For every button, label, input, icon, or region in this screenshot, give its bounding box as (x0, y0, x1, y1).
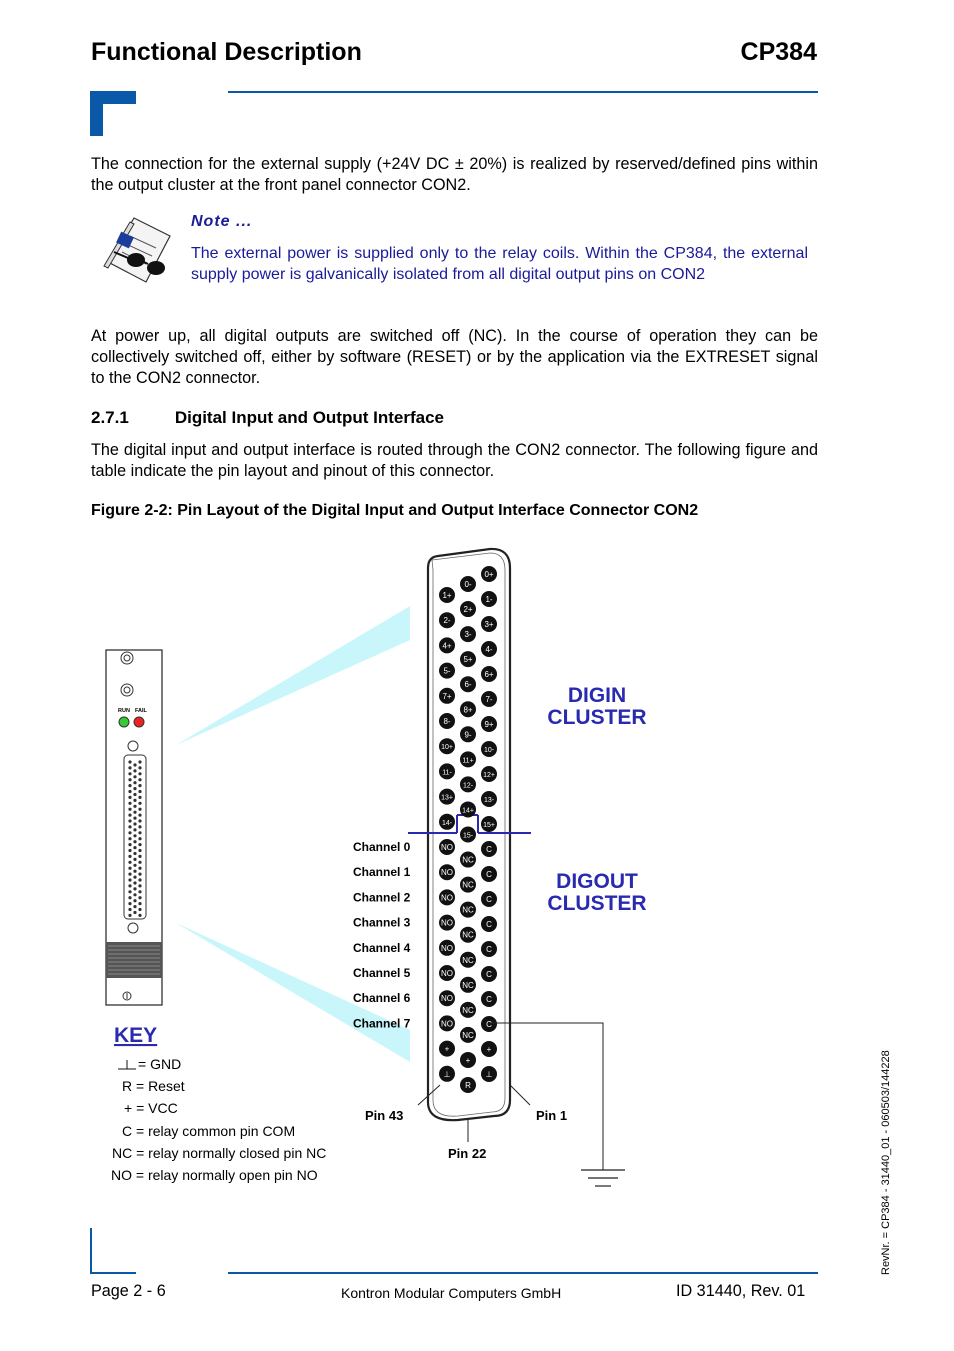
svg-text:6+: 6+ (484, 670, 494, 679)
corner-mark (90, 91, 136, 136)
front-panel (106, 650, 162, 1005)
svg-text:4+: 4+ (442, 641, 452, 651)
dsub-pin (138, 760, 141, 763)
pin-left-17 (439, 1015, 455, 1031)
section-title: Digital Input and Output Interface (174, 408, 444, 427)
pin-right-5 (481, 691, 497, 707)
svg-text:C: C (486, 970, 492, 979)
pin-left-9 (439, 814, 455, 830)
dsub-pin (133, 911, 136, 914)
pin-left-8 (439, 789, 455, 805)
dsub-pin (128, 855, 131, 858)
digin-label-line2: CLUSTER (547, 706, 647, 729)
pin-mid-5 (460, 701, 476, 717)
svg-text:13-: 13- (483, 797, 495, 804)
pin-left-1 (439, 612, 455, 628)
dsub-pin (133, 828, 136, 831)
svg-text:15-: 15- (462, 832, 474, 840)
pin-mid-8 (460, 776, 476, 792)
svg-text:C: C (486, 1020, 492, 1029)
dsub-pin (138, 831, 141, 834)
dsub-pin (133, 893, 136, 896)
svg-text:12-: 12- (462, 782, 474, 790)
pin-right-16 (481, 966, 497, 982)
dsub-pin (138, 861, 141, 864)
pin-right-15 (481, 941, 497, 957)
channel-label-0: Channel 0 (353, 840, 411, 854)
dsub-pin (128, 914, 131, 917)
svg-text:NO: NO (441, 1019, 453, 1029)
svg-text:7+: 7+ (442, 691, 452, 701)
section-heading (91, 408, 444, 428)
paragraph-external-supply: The connection for the external supply (+24V DC ± 20%) is realized by reserved/defined pins within the output cluster at the front panel connector CON2. (91, 155, 818, 194)
pin-mid-11 (460, 852, 476, 868)
dsub-pin (138, 796, 141, 799)
dsub-pin (138, 884, 141, 887)
dsub-pin (128, 867, 131, 870)
dsub-pin (128, 908, 131, 911)
digout-label-line1: DIGOUT (556, 870, 638, 893)
key-common: C = relay common pin COM (122, 1123, 296, 1139)
pin-right-4 (481, 666, 497, 682)
dsub-pin (138, 849, 141, 852)
pin-mid-19 (460, 1052, 476, 1068)
note-title: Note ... (191, 213, 253, 230)
dsub-pin (128, 772, 131, 775)
pin-mid-18 (460, 1027, 476, 1043)
pin-left-11 (439, 864, 455, 880)
pin-right-14 (481, 916, 497, 932)
pin-mid-12 (460, 877, 476, 893)
svg-text:1+: 1+ (442, 591, 452, 600)
dsub-pin (128, 902, 131, 905)
pin-right-1 (481, 591, 497, 607)
pin-mid-6 (460, 726, 476, 742)
pin-left-18 (439, 1041, 455, 1057)
paragraph-power-up: At power up, all digital outputs are switched off (NC). In the course of operation they can be collectively switched off, either by software (RESET) or by the application via the EXTRESET signal to the CON2 connector. (91, 327, 818, 387)
pin-right-9 (481, 791, 497, 807)
dsub-pin (133, 793, 136, 796)
pin-right-2 (481, 616, 497, 632)
pin-right-20 (481, 1066, 497, 1082)
pin-right-19 (481, 1041, 497, 1057)
svg-text:8+: 8+ (463, 705, 473, 715)
dsub-pin (138, 843, 141, 846)
pin-left-5 (439, 713, 455, 729)
dsub-pin (138, 772, 141, 775)
svg-text:14+: 14+ (462, 807, 474, 815)
dsub-pin (128, 808, 131, 811)
svg-text:5-: 5- (443, 666, 451, 676)
dsub-pin (128, 825, 131, 828)
key-gnd: = GND (138, 1056, 182, 1072)
dsub-pin (133, 799, 136, 802)
svg-text:C: C (486, 920, 492, 929)
dsub-pin (128, 878, 131, 881)
dsub-pin (138, 825, 141, 828)
dsub-pin (133, 822, 136, 825)
svg-text:C: C (486, 945, 492, 954)
svg-text:9-: 9- (464, 730, 472, 740)
svg-text:4-: 4- (485, 645, 493, 654)
pin-left-13 (439, 915, 455, 931)
digin-label-line1: DIGIN (567, 684, 627, 707)
pin-right-7 (481, 741, 497, 757)
dsub-pin (128, 778, 131, 781)
svg-text:NO: NO (441, 918, 453, 928)
dsub-pin (133, 775, 136, 778)
pin-right-3 (481, 641, 497, 657)
pin-mid-1 (460, 601, 476, 617)
dsub-pin (138, 878, 141, 881)
svg-text:0-: 0- (464, 580, 472, 589)
page-header-title: Functional Description (91, 38, 362, 66)
dsub-pin (128, 890, 131, 893)
dsub-pin (138, 784, 141, 787)
pin-mid-7 (460, 751, 476, 767)
channel-label-2: Channel 2 (353, 890, 411, 905)
pin-mid-3 (460, 651, 476, 667)
pin-right-11 (481, 841, 497, 857)
paragraph-interface: The digital input and output interface is routed through the CON2 connector. The following figure and table indicate the pin layout and pinout of this connector. (91, 441, 818, 480)
dsub-pin (128, 760, 131, 763)
dsub-pin (138, 802, 141, 805)
dsub-pin (133, 787, 136, 790)
led-label-run: RUN (118, 708, 130, 714)
pin-left-0 (439, 587, 455, 603)
dsub-pin (128, 873, 131, 876)
dsub-pin (128, 766, 131, 769)
dsub-pin (138, 867, 141, 870)
dsub-pin (133, 864, 136, 867)
pin-left-6 (439, 738, 455, 754)
company-name: Kontron Modular Computers GmbH (341, 1285, 562, 1301)
pin-right-8 (481, 766, 497, 782)
svg-text:NC: NC (462, 955, 474, 965)
dsub-pin (128, 849, 131, 852)
svg-text:NC: NC (462, 930, 474, 940)
dsub-pin (133, 899, 136, 902)
svg-text:C: C (486, 995, 492, 1004)
svg-text:C: C (486, 895, 492, 904)
dsub-pin (128, 861, 131, 864)
svg-text:NC: NC (462, 1005, 474, 1015)
pin-mid-10 (460, 827, 476, 843)
dsub-pin (133, 876, 136, 879)
svg-text:8-: 8- (443, 717, 451, 726)
page-number: Page 2 - 6 (91, 1282, 166, 1300)
svg-text:3+: 3+ (484, 620, 494, 629)
svg-text:+: + (444, 1044, 450, 1054)
pin-right-6 (481, 716, 497, 732)
dsub-pin (133, 781, 136, 784)
svg-text:2-: 2- (443, 616, 451, 626)
pin-mid-0 (460, 576, 476, 592)
dsub-pin (133, 858, 136, 861)
svg-text:C: C (486, 845, 492, 854)
dsub-pin (133, 817, 136, 820)
note-icon (100, 212, 178, 290)
svg-text:11-: 11- (442, 769, 452, 777)
dsub-pin (138, 766, 141, 769)
connector-figure (0, 540, 954, 1200)
svg-text:NO: NO (441, 868, 453, 878)
pin-left-10 (439, 839, 455, 855)
dsub-pin (128, 784, 131, 787)
channel-label-7: Channel 7 (353, 1016, 411, 1031)
svg-text:10-: 10- (483, 747, 495, 754)
svg-text:14-: 14- (441, 819, 453, 827)
svg-text:12+: 12+ (483, 772, 495, 779)
svg-text:C: C (486, 870, 492, 879)
dsub-pin (133, 834, 136, 837)
pin-mid-4 (460, 676, 476, 692)
svg-text:NC: NC (462, 980, 474, 990)
pin1-label: Pin 1 (536, 1108, 568, 1123)
dsub-pin (128, 802, 131, 805)
pin-left-14 (439, 940, 455, 956)
svg-text:NC: NC (462, 905, 474, 915)
svg-text:NO: NO (441, 843, 453, 852)
svg-text:6-: 6- (464, 680, 472, 690)
dsub-pin (138, 902, 141, 905)
svg-text:7-: 7- (485, 695, 493, 704)
pin-mid-20 (460, 1077, 476, 1093)
dsub-pin (133, 852, 136, 855)
key-no: NO = relay normally open pin NO (111, 1167, 318, 1183)
dsub-pin (133, 846, 136, 849)
dsub-pin (138, 855, 141, 858)
dsub-pin (138, 837, 141, 840)
pin-right-13 (481, 891, 497, 907)
svg-text:NO: NO (441, 994, 453, 1004)
key-vcc: + = VCC (124, 1100, 178, 1116)
led-label-fail: FAIL (135, 708, 147, 714)
pin-right-10 (481, 816, 497, 832)
corner-mark-bottom (90, 1228, 136, 1274)
dsub-pin (133, 905, 136, 908)
pin-mid-2 (460, 626, 476, 642)
svg-text:NO: NO (441, 969, 453, 978)
pin-right-18 (481, 1016, 497, 1032)
svg-text:NC: NC (462, 855, 474, 865)
dsub-pin (128, 837, 131, 840)
figure-caption: Figure 2-2: Pin Layout of the Digital Input and Output Interface Connector CON2 (91, 502, 699, 519)
channel-label-5: Channel 5 (353, 966, 411, 980)
dsub-pin (133, 805, 136, 808)
dsub-pin (138, 896, 141, 899)
key-nc: NC = relay normally closed pin NC (112, 1145, 327, 1161)
dsub-pin (138, 890, 141, 893)
revision-side-text: RevNr. = CP384 - 31440_01 - 060503/144228 (880, 1050, 892, 1275)
dsub-pin (128, 843, 131, 846)
svg-text:1-: 1- (485, 595, 493, 604)
header-rule (228, 91, 818, 93)
projection-beam-top (176, 606, 410, 745)
dsub-pin (133, 881, 136, 884)
dsub-pin (128, 884, 131, 887)
pin-left-2 (439, 637, 455, 653)
dsub-pin (133, 811, 136, 814)
pin43-label: Pin 43 (365, 1108, 404, 1123)
section-number: 2.7.1 (91, 408, 129, 427)
dsub-pin (133, 870, 136, 873)
svg-text:+: + (486, 1045, 492, 1054)
svg-text:11+: 11+ (462, 757, 474, 765)
pin-mid-13 (460, 902, 476, 918)
key-title: KEY (114, 1024, 158, 1047)
dsub-pin (133, 887, 136, 890)
dsub-pin (138, 808, 141, 811)
note-text: The external power is supplied only to the relay coils. Within the CP384, the external supply power is galvanically isolated from all digital output pins on CON2 (191, 245, 808, 283)
pin22-label: Pin 22 (448, 1146, 487, 1161)
dsub-pin (128, 831, 131, 834)
dsub-pin (138, 908, 141, 911)
pin-left-3 (439, 663, 455, 679)
svg-text:0+: 0+ (484, 570, 494, 579)
svg-text:5+: 5+ (463, 655, 473, 665)
pin-mid-9 (460, 801, 476, 817)
svg-text:10+: 10+ (441, 744, 453, 752)
document-id: ID 31440, Rev. 01 (676, 1282, 806, 1300)
svg-text:3-: 3- (464, 630, 472, 640)
pin-left-7 (439, 763, 455, 779)
pin-left-15 (439, 965, 455, 981)
svg-text:+: + (465, 1055, 471, 1065)
pin-right-17 (481, 991, 497, 1007)
digout-label-line2: CLUSTER (547, 892, 647, 915)
dsub-pin (128, 796, 131, 799)
pin-left-4 (439, 688, 455, 704)
svg-text:⊥: ⊥ (485, 1070, 493, 1079)
svg-text:13+: 13+ (441, 794, 453, 802)
dsub-pin (133, 840, 136, 843)
pin-left-12 (439, 889, 455, 905)
dsub-pin (133, 769, 136, 772)
pin-right-12 (481, 866, 497, 882)
channel-label-6: Channel 6 (353, 991, 411, 1006)
dsub-pin (138, 778, 141, 781)
pin-right-0 (481, 566, 497, 582)
pin-mid-15 (460, 952, 476, 968)
svg-text:2+: 2+ (463, 605, 473, 615)
svg-text:9+: 9+ (484, 720, 494, 729)
dsub-pin (138, 873, 141, 876)
pin-mid-17 (460, 1002, 476, 1018)
channel-label-4: Channel 4 (353, 940, 411, 955)
pin-left-19 (439, 1066, 455, 1082)
svg-text:NO: NO (441, 893, 453, 903)
product-name: CP384 (740, 38, 817, 66)
channel-labels (353, 840, 411, 1030)
svg-text:R: R (465, 1081, 471, 1090)
dsub-pin (138, 790, 141, 793)
pin-mid-14 (460, 927, 476, 943)
svg-text:NC: NC (462, 1030, 474, 1040)
dsub-pin (128, 896, 131, 899)
dsub-pin (138, 814, 141, 817)
svg-text:⊥: ⊥ (443, 1069, 451, 1079)
svg-text:NO: NO (441, 943, 453, 953)
pin-left-16 (439, 990, 455, 1006)
dsub-pin (138, 819, 141, 822)
dsub-pin (128, 819, 131, 822)
channel-label-3: Channel 3 (353, 915, 411, 930)
dsub-pin (133, 763, 136, 766)
dsub-pin (138, 914, 141, 917)
dsub-pin (128, 814, 131, 817)
footer-rule (228, 1272, 818, 1274)
svg-text:NC: NC (462, 880, 474, 890)
key-reset: R = Reset (122, 1078, 185, 1094)
dsub-pin (128, 790, 131, 793)
pin-mid-16 (460, 977, 476, 993)
channel-label-1: Channel 1 (353, 865, 411, 880)
svg-text:15+: 15+ (483, 822, 495, 829)
gnd-symbol (118, 1060, 136, 1069)
